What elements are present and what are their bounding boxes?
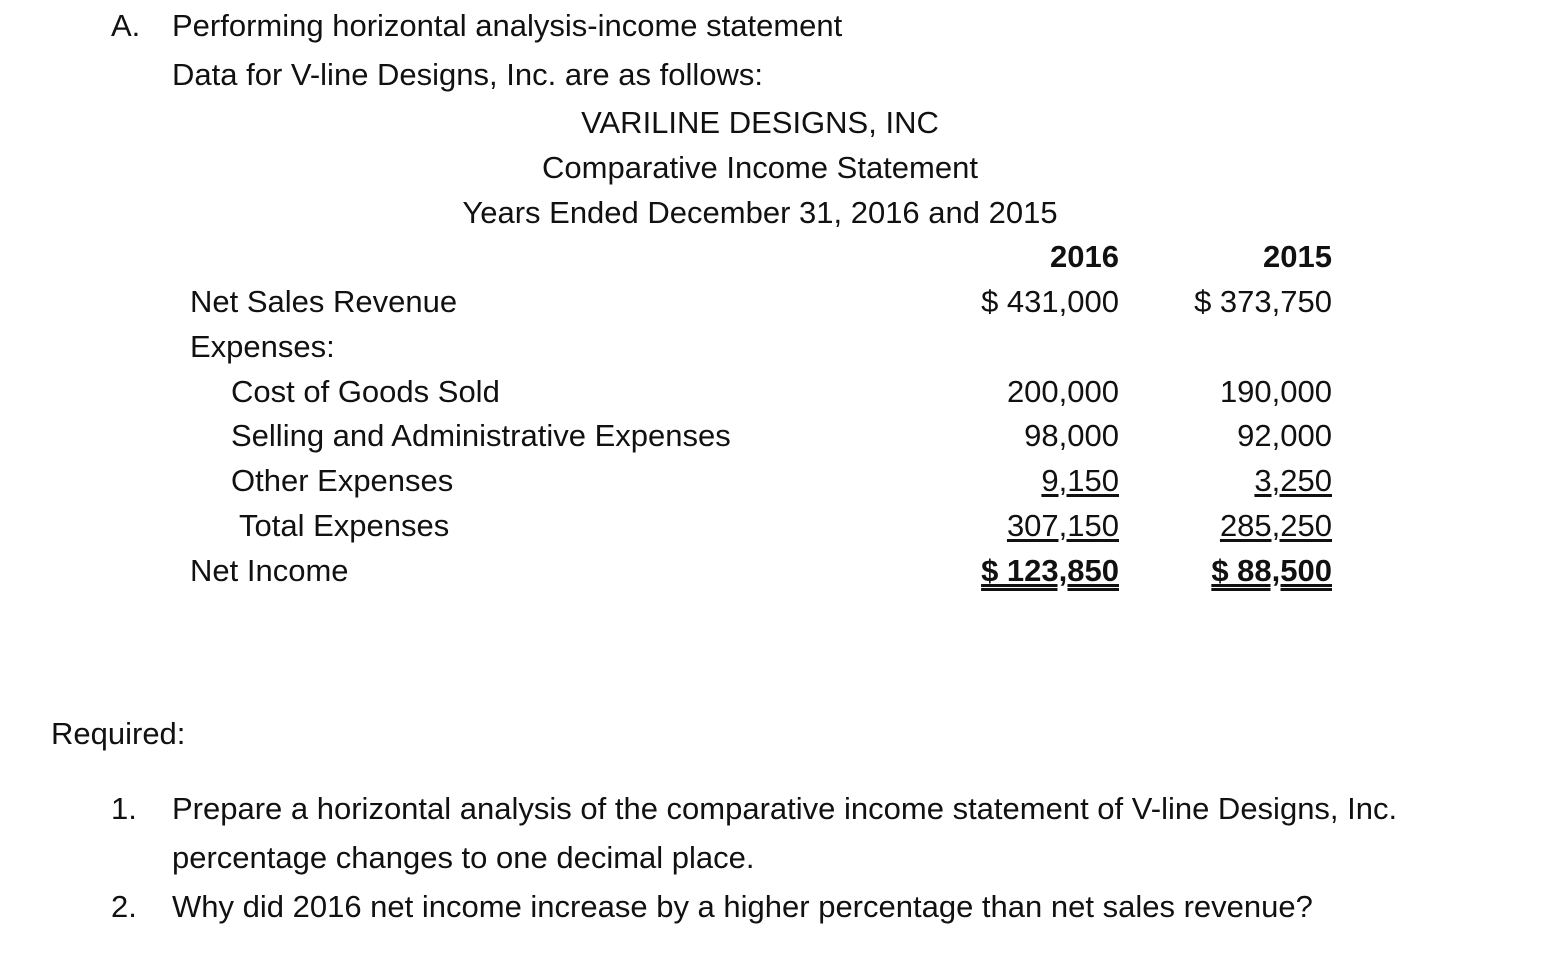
value-2015: 190,000 [1219, 374, 1332, 409]
column-header-2016: 2016 [1050, 239, 1119, 274]
statement-name: Comparative Income Statement [542, 150, 978, 185]
value-2015: 285,250 [1219, 508, 1332, 543]
value-2016: 307,150 [1006, 508, 1119, 543]
item-number: 1. [111, 791, 137, 826]
statement-period: Years Ended December 31, 2016 and 2015 [462, 195, 1058, 230]
value-2016: $ 431,000 [981, 284, 1119, 319]
section-title: Performing horizontal analysis-income statement [172, 8, 843, 43]
row-label: Net Income [190, 553, 349, 588]
value-2015: $ 88,500 [1211, 553, 1332, 588]
value-2016: 9,150 [1041, 463, 1119, 498]
row-label: Other Expenses [231, 463, 454, 498]
row-label: Total Expenses [239, 508, 450, 543]
row-label: Selling and Administrative Expenses [231, 418, 731, 453]
value-2015: 92,000 [1237, 418, 1332, 453]
value-2016: 98,000 [1024, 418, 1119, 453]
item-text-line2: percentage changes to one decimal place. [172, 840, 755, 875]
required-heading: Required: [51, 716, 186, 751]
value-2015: 3,250 [1254, 463, 1332, 498]
section-intro: Data for V-line Designs, Inc. are as follows: [172, 57, 763, 92]
row-label: Cost of Goods Sold [231, 374, 500, 409]
section-marker: A. [111, 8, 141, 43]
item-text-line1: Prepare a horizontal analysis of the comparative income statement of V-line Designs, Inc. [172, 791, 1398, 826]
column-header-2015: 2015 [1263, 239, 1332, 274]
item-number: 2. [111, 889, 137, 924]
row-label: Expenses: [190, 329, 335, 364]
value-2015: $ 373,750 [1194, 284, 1332, 319]
item-text-line1: Why did 2016 net income increase by a higher percentage than net sales revenue? [172, 889, 1313, 924]
value-2016: $ 123,850 [981, 553, 1119, 588]
company-name: VARILINE DESIGNS, INC [581, 105, 939, 140]
row-label: Net Sales Revenue [190, 284, 458, 319]
value-2016: 200,000 [1006, 374, 1119, 409]
